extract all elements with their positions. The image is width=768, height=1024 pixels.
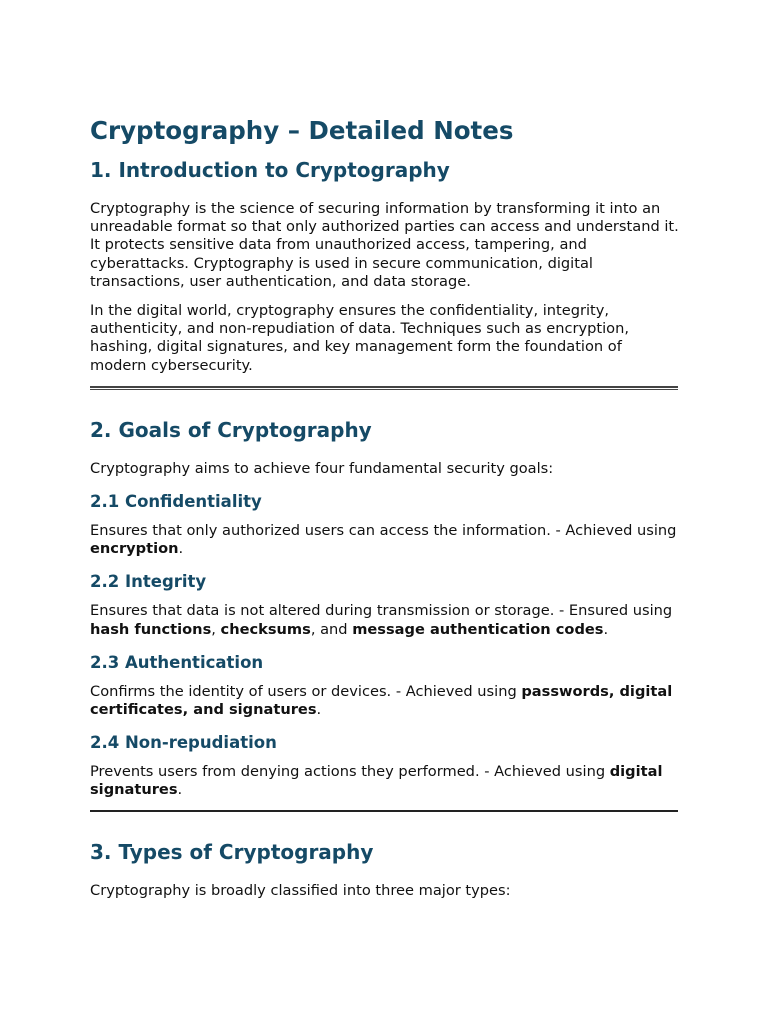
- subsection-heading-non-repudiation: 2.4 Non-repudiation: [90, 733, 277, 753]
- paragraph-integrity: [90, 602, 680, 638]
- text-span: ,: [211, 620, 221, 638]
- subsection-heading-confidentiality: 2.1 Confidentiality: [90, 492, 262, 512]
- section-heading-goals: 2. Goals of Cryptography: [90, 417, 372, 442]
- bold-term-mac: message authentication codes: [352, 620, 604, 638]
- text-span: Confirms the identity of users or devices. - Achieved using: [90, 682, 522, 700]
- text-span: Ensures that data is not altered during transmission or storage. - Ensured using: [90, 602, 673, 620]
- bold-term-checksums: checksums: [220, 620, 311, 638]
- document-page: [90, 112, 680, 900]
- bold-term-encryption: encryption: [90, 540, 179, 558]
- text-span: .: [178, 540, 184, 558]
- bold-term-hash-functions: hash functions: [90, 620, 212, 638]
- paragraph-non-repudiation: [90, 763, 680, 799]
- text-span: Ensures that only authorized users can access the information. - Achieved using: [90, 522, 677, 540]
- text-span: .: [603, 620, 609, 638]
- paragraph-introduction-1: Cryptography is the science of securing information by transforming it into an unreadable format so that only authorized parties can access and understand it. It protects sensitive data from unauthorized access, tampering, and cyberattacks. Cryptography is used in secure communication, digital transactions, user authentication, and data storage.: [90, 200, 679, 290]
- text-span: .: [316, 701, 322, 719]
- paragraph-authentication: [90, 683, 680, 719]
- paragraph-confidentiality: [90, 522, 680, 558]
- text-span: , and: [310, 620, 353, 638]
- section-divider: [90, 386, 678, 390]
- section-divider: [90, 810, 678, 812]
- bold-term-digital-signatures: digital signatures: [90, 763, 663, 799]
- paragraph-types-intro: Cryptography is broadly classified into three major types:: [90, 881, 511, 899]
- paragraph-introduction-2: In the digital world, cryptography ensures the confidentiality, integrity, authenticity, and non-repudiation of data. Techniques such as encryption, hashing, digital signatures, and key management form the foundation of modern cybersecurity.: [90, 302, 629, 374]
- subsection-heading-integrity: 2.2 Integrity: [90, 572, 207, 592]
- subsection-heading-authentication: 2.3 Authentication: [90, 652, 264, 672]
- paragraph-goals-intro: Cryptography aims to achieve four fundamental security goals:: [90, 459, 554, 477]
- section-heading-types: 3. Types of Cryptography: [90, 839, 374, 864]
- document-title: Cryptography – Detailed Notes: [90, 116, 514, 145]
- section-heading-introduction: 1. Introduction to Cryptography: [90, 158, 450, 182]
- text-span: .: [177, 781, 183, 799]
- bold-term-passwords: passwords, digital certificates, and signatures: [90, 682, 673, 719]
- text-span: Prevents users from denying actions they performed. - Achieved using: [90, 763, 610, 781]
